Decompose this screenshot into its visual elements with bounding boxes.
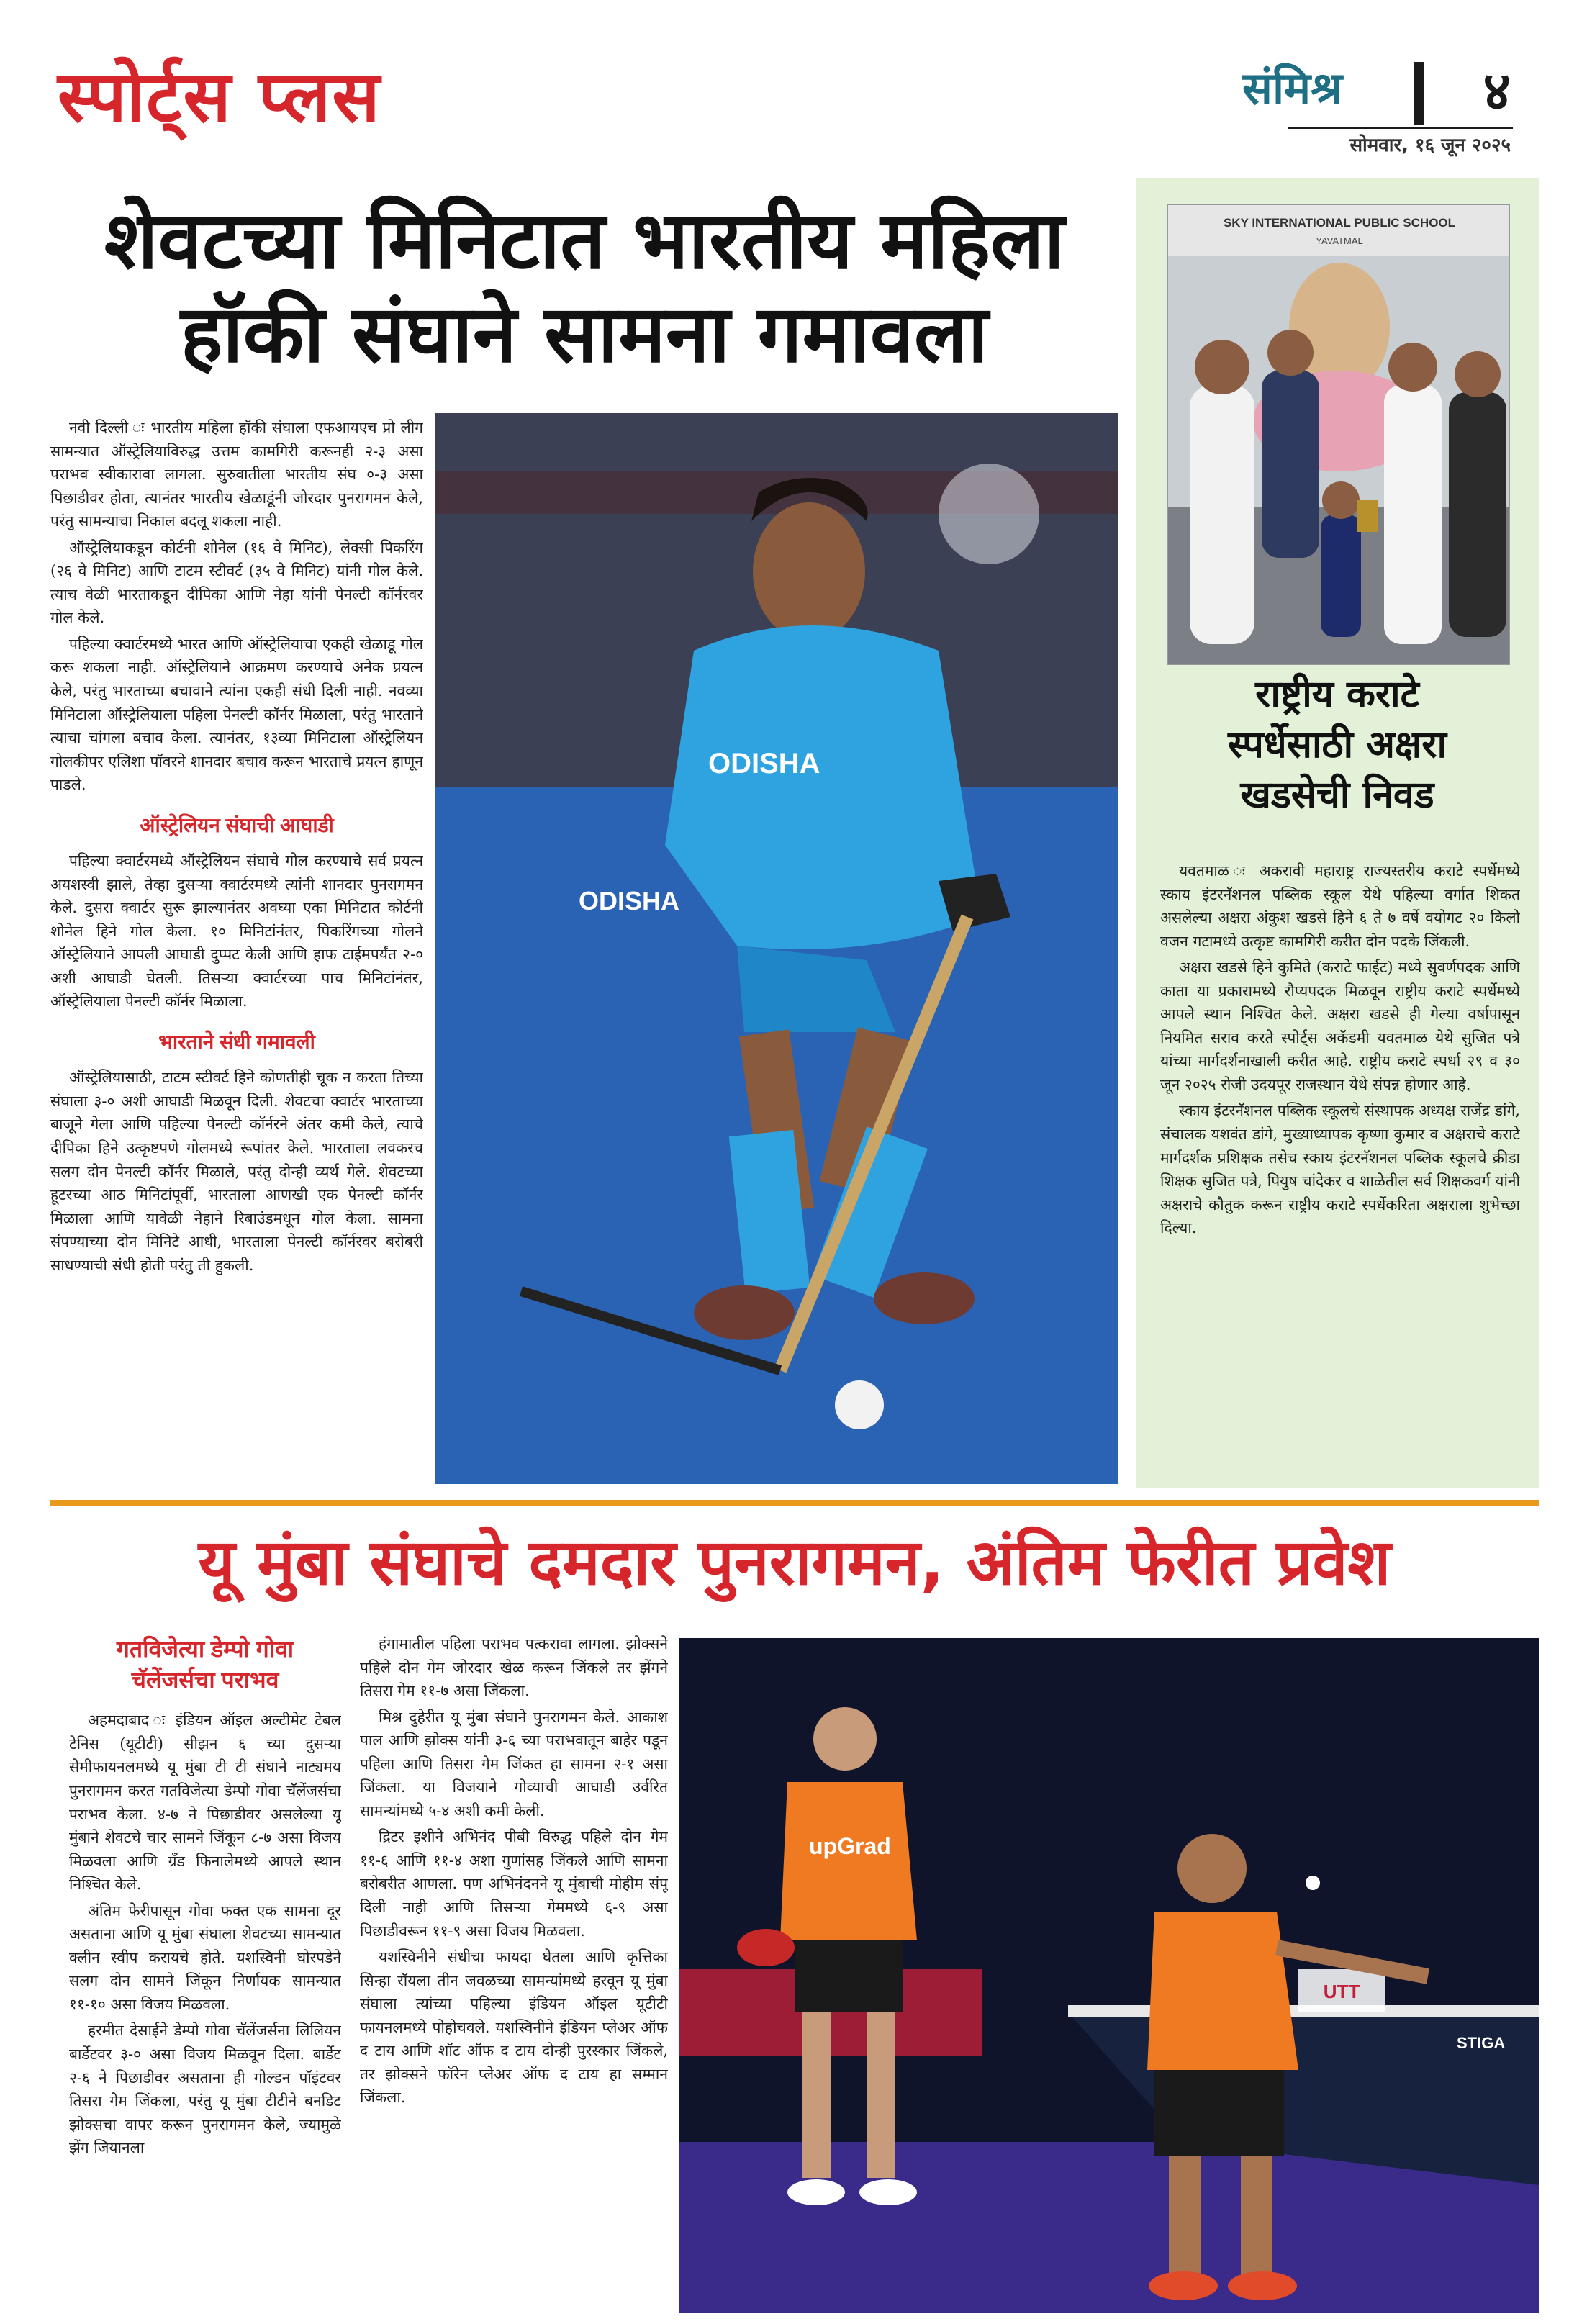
karate-paragraphs	[1160, 859, 1520, 1240]
paragraph: मिश्र दुहेरीत यू मुंबा संघाने पुनरागमन केले. आकाश पाल आणि झोक्स यांनी ३-६ च्या पराभवातून बाहेर पडून पहिला आणि तिसरा गेम जिंकत हा सामना २-१ असा जिंकला. या विजयाने गोव्याची आघाडी उर्वरित सामन्यांमध्ये ५-४ अशी कमी केली.	[360, 1708, 668, 1819]
karate-title-line3: खडसेची निवड	[1240, 774, 1434, 818]
paragraph: अंतिम फेरीपासून गोवा फक्त एक सामना दूर असताना आणि यू मुंबा संघाला शेवटच्या सामन्यात क्लीन स्वीप करायचे होते. यशस्विनी घोरपडेने सलग दोन सामने जिंकून निर्णायक सामन्यात ११-१० असा विजय मिळवला.	[69, 1902, 341, 2013]
hockey-subhead-1: ऑस्ट्रेलियन संघाची आघाडी	[140, 813, 334, 836]
section-name: संमिश्र	[1242, 62, 1342, 114]
paragraph: पहिल्या क्वार्टरमध्ये भारत आणि ऑस्ट्रेलियाचा एकही खेळाडू गोल करू शकला नाही. ऑस्ट्रेलियाने आक्रमण करण्याचे अनेक प्रयत्न केले, परंतु भारताच्या बचावाने त्यांना एकही संधी दिली नाही. नवव्या मिनिटाला ऑस्ट्रेलियाला पहिला पेनल्टी कॉर्नर मिळाला, परंतु भारताने त्याचा चांगला बचाव केला. त्यानंतर, १३व्या मिनिटाला ऑस्ट्रेलियन गोलकीपर एलिशा पॉवरने शानदार बचाव करून भारताचे प्रयत्न हाणून पाडले.	[50, 635, 423, 794]
hockey-headline	[52, 194, 1117, 381]
table-tennis-illustration	[679, 1638, 1539, 2313]
hockey-paragraphs-a	[50, 416, 423, 797]
paragraph: यवतमाळ ः अकरावी महाराष्ट्र राज्यस्तरीय कराटे स्पर्धेमध्ये स्काय इंटरनॅशनल पब्लिक स्कूल येथे पहिल्या वर्गात शिकत असलेल्या अक्षरा अंकुश खडसे हिने ६ ते ७ वर्षे वयोगट २० किलो वजन गटामध्ये उत्कृष्ट कामगिरी करीत दोन पदके जिंकली.	[1160, 862, 1520, 950]
karate-title	[1144, 669, 1530, 821]
hockey-photo	[435, 413, 1118, 1484]
paragraph: हरमीत देसाईने डेम्पो गोवा चॅलेंजर्सना लिलियन बार्डेटवर ३-० असा विजय मिळवून दिला. बार्डेट २-६ ने पिछाडीवर असताना ही गोल्डन पॉइंटवर तिसरा गेम जिंकला, परंतु यू मुंबा टीटीने बनडिट झोक्सचा वापर करून पुनरागमन केले, ज्यामुळे झेंग जियानला	[69, 2022, 341, 2157]
jersey-brand-text: upGrad	[809, 1833, 891, 1859]
hockey-paragraphs-c	[50, 1066, 423, 1277]
school-banner: SKY INTERNATIONAL PUBLIC SCHOOL	[1223, 216, 1456, 230]
karate-group-illustration	[1168, 205, 1510, 665]
hockey-article	[50, 416, 423, 1488]
stiga-text: STIGA	[1457, 2034, 1506, 2052]
hockey-subhead-2: भारताने संधी गमावली	[158, 1030, 315, 1053]
utt-logo-text: UTT	[1323, 1981, 1360, 2002]
karate-title-line2: स्पर्धेसाठी अक्षरा	[1228, 723, 1447, 767]
hockey-player-illustration	[435, 413, 1118, 1484]
date-rule	[1288, 127, 1513, 129]
karate-article	[1160, 859, 1520, 1478]
paragraph: अहमदाबाद ः इंडियन ऑइल अल्टीमेट टेबल टेनिस (यूटीटी) सीझन ६ च्या दुसऱ्या सेमीफायनलमध्ये यू मुंबा टी टी संघाने नाट्यमय पुनरागमन करत गतविजेत्या डेम्पो गोवा चॅलेंजर्सचा पराभव केला. ४-७ ने पिछाडीवर असलेल्या यू मुंबाने शेवटचे चार सामने जिंकून ८-७ असा विजय मिळवला आणि ग्रँड फिनालेमध्ये आपले स्थान निश्चित केले.	[69, 1712, 341, 1894]
paragraph: नवी दिल्ली ः भारतीय महिला हॉकी संघाला एफआयएच प्रो लीग सामन्यात ऑस्ट्रेलियाविरुद्ध उत्तम कामगिरी करूनही २-३ असा पराभव स्वीकारावा लागला. सुरुवातीला भारतीय संघ ०-३ असा पिछाडीवर होता, त्यानंतर भारतीय खेळाडूंनी जोरदार पुनरागमन केले, परंतु सामन्याचा निकाल बदलू शकला नाही.	[50, 419, 423, 530]
hockey-paragraphs-b	[50, 849, 423, 1013]
jersey-text: ODISHA	[708, 748, 820, 779]
hockey-headline-line1: शेवटच्या मिनिटात भारतीय महिला	[104, 194, 1065, 286]
jersey-text-2: ODISHA	[579, 886, 680, 915]
masthead-divider	[1414, 62, 1424, 125]
paragraph: ऑस्ट्रेलियासाठी, टाटम स्टीवर्ट हिने कोणतीही चूक न करता तिच्या संघाला ३-० अशी आघाडी मिळवून दिली. शेवटचा क्वार्टर भारताच्या बाजूने गेला आणि पहिल्या पेनल्टी कॉर्नरने अंतर कमी केले, त्याचे दीपिका हिने उत्कृष्टपणे गोलमध्ये रूपांतर केले. भारताला लवकरच सलग दोन पेनल्टी कॉर्नर मिळाले, परंतु दोन्ही व्यर्थ गेले. शेवटच्या हूटरच्या आठ मिनिटांपूर्वी, भारताला आणखी एक पेनल्टी कॉर्नर मिळाला आणि यावेळी नेहाने रिबाउंडमधून गोल केला. सामना संपण्याच्या दोन मिनिटे आधी, भारताला पेनल्टी कॉर्नरवर बरोबरी साधण्याची संधी होती परंतु ती हुकली.	[50, 1069, 423, 1274]
umumba-paragraphs-b	[360, 1632, 668, 2110]
umumba-headline: यू मुंबा संघाचे दमदार पुनरागमन, अंतिम फेरीत प्रवेश	[198, 1525, 1391, 1599]
hockey-headline-line2: हॉकी संघाने सामना गमावला	[180, 287, 989, 380]
umumba-column-2	[360, 1632, 668, 2316]
umumba-subhead	[69, 1634, 341, 1696]
issue-date: सोमवार, १६ जून २०२५	[1349, 135, 1511, 156]
page-number: ४	[1483, 60, 1511, 122]
karate-photo	[1167, 204, 1510, 665]
paragraph: ऑस्ट्रेलियाकडून कोर्टनी शोनेल (१६ वे मिनिट), लेक्सी पिकरिंग (२६ वे मिनिट) आणि टाटम स्टीवर्ट (३५ वे मिनिट) यांनी गोल केले. त्याच वेळी भारताकडून दीपिका आणि नेहा यांनी पेनल्टी कॉर्नरवर गोल केले.	[50, 538, 423, 627]
paragraph: द्रिटर इशीने अभिनंद पीबी विरुद्ध पहिले दोन गेम ११-६ आणि ११-४ अशा गुणांसह जिंकले आणि सामना बरोबरीत आणला. पण अभिनंदनने यू मुंबाची मोहीम संपू दिली नाही आणि तिसऱ्या गेममध्ये ६-९ असा पिछाडीवरून ११-९ असा विजय मिळवला.	[360, 1828, 668, 1940]
umumba-subhead-line1: गतविजेत्या डेम्पो गोवा	[116, 1636, 294, 1662]
karate-title-line1: राष्ट्रीय कराटे	[1255, 673, 1419, 716]
umumba-paragraphs-a	[69, 1709, 341, 2159]
masthead-title: स्पोर्ट्स प्लस	[58, 56, 381, 138]
paragraph: अक्षरा खडसे हिने कुमिते (कराटे फाईट) मध्ये सुवर्णपदक आणि काता या प्रकारामध्ये रौप्यपदक मिळवून राष्ट्रीय कराटे स्पर्धेमध्ये आपले स्थान निश्चित केले. अक्षरा खडसे ही गेल्या वर्षापासून नियमित सराव करते स्पोर्ट्स अकॅडमी यवतमाळ येथे सुजित पत्रे यांच्या मार्गदर्शनाखाली करीत आहे. राष्ट्रीय कराटे स्पर्धा २९ व ३० जून २०२५ रोजी उदयपूर राजस्थान येथे संपन्न होणार आहे.	[1160, 959, 1520, 1093]
paragraph: स्काय इंटरनॅशनल पब्लिक स्कूलचे संस्थापक अध्यक्ष राजेंद्र डांगे, संचालक यशवंत डांगे, मुख्याध्यापक कृष्णा कुमार व अक्षराचे कराटे मार्गदर्शक प्रशिक्षक तसेच स्काय इंटरनॅशनल पब्लिक स्कूलचे क्रीडा शिक्षक सुजित पत्रे, पियुष चांदेकर व शाळेतील सर्व शिक्षकवर्ग यांनी अक्षराचे कौतुक करून राष्ट्रीय कराटे स्पर्धेकरिता अक्षराला शुभेच्छा दिल्या.	[1160, 1102, 1520, 1237]
umumba-subhead-line2: चॅलेंजर्सचा पराभव	[131, 1667, 279, 1694]
table-tennis-photo	[679, 1638, 1539, 2313]
section-separator	[50, 1500, 1539, 1506]
school-banner-sub: YAVATMAL	[1316, 235, 1363, 246]
paragraph: पहिल्या क्वार्टरमध्ये ऑस्ट्रेलियन संघाचे गोल करण्याचे सर्व प्रयत्न अयशस्वी झाले, तेव्हा दुसऱ्या क्वार्टरमध्ये त्यांनी शानदार पुनरागमन केले. दुसरा क्वार्टर सुरू झाल्यानंतर अवघ्या एका मिनिटात कोर्टनी शोनेल हिने गोल केला. १० मिनिटांनंतर, पिकरिंगच्या गोलने ऑस्ट्रेलियाने आपली आघाडी दुप्पट केली आणि हाफ टाईमपर्यंत २-० अशी आघाडी घेतली. तिसऱ्या क्वार्टरच्या पाच मिनिटांनंतर, ऑस्ट्रेलियाला पेनल्टी कॉर्नर मिळाला.	[50, 852, 423, 1010]
paragraph: यशस्विनीने संधीचा फायदा घेतला आणि कृत्तिका सिन्हा रॉयला तीन जवळच्या सामन्यांमध्ये हरवून यू मुंबा संघाला त्यांच्या पहिल्या इंडियन ऑइल यूटीटी फायनलमध्ये पोहोचवले. यशस्विनीने इंडियन प्लेअर ऑफ द टाय आणि शॉट ऑफ द टाय दोन्ही पुरस्कार जिंकले, तर झोक्सने फॉरेन प्लेअर ऑफ द टाय हा सम्मान जिंकला.	[360, 1948, 668, 2107]
umumba-column-1	[69, 1634, 341, 2310]
paragraph: हंगामातील पहिला पराभव पत्करावा लागला. झोक्सने पहिले दोन गेम जोरदार खेळ करून जिंकले तर झेंगने तिसरा गेम ११-७ असा जिंकला.	[360, 1635, 668, 1700]
